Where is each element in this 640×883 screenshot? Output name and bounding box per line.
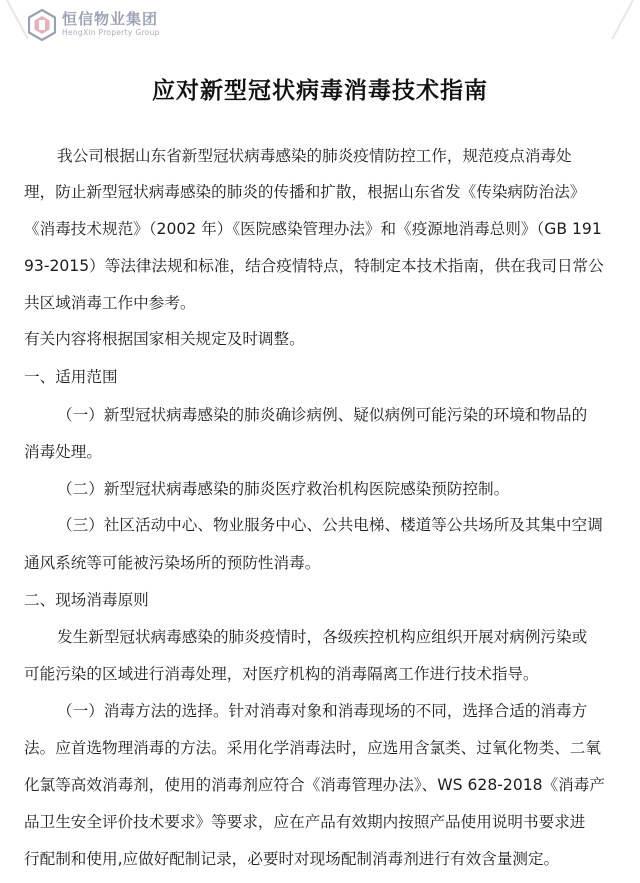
body-line: （三）社区活动中心、物业服务中心、公共电梯、楼道等公共场所及其集中空调 (57, 516, 603, 534)
body-line: 理，防止新型冠状病毒感染的肺炎的传播和扩散，根据山东省发《传染病防治法》 (24, 183, 586, 201)
body-line: 消毒处理。 (24, 443, 102, 461)
body-line: 有关内容将根据国家相关规定及时调整。 (24, 330, 305, 348)
body-line: 发生新型冠状病毒感染的肺炎疫情时，各级疾控机构应组织开展对病例污染或 (57, 628, 588, 646)
company-logo-icon (28, 9, 56, 41)
body-line: 可能污染的区域进行消毒处理，对医疗机构的消毒隔离工作进行技术指导。 (24, 665, 539, 683)
body-line: 通风系统等可能被污染场所的预防性消毒。 (24, 554, 321, 572)
body-line: （一）消毒方法的选择。针对消毒对象和消毒现场的不同，选择合适的消毒方 (57, 702, 588, 720)
section-heading: 二、现场消毒原则 (24, 591, 149, 609)
document-title: 应对新型冠状病毒消毒技术指南 (152, 78, 488, 104)
body-line: 我公司根据山东省新型冠状病毒感染的肺炎疫情防控工作，规范疫点消毒处 (57, 147, 572, 165)
body-line: （一）新型冠状病毒感染的肺炎确诊病例、疑似病例可能污染的环境和物品的 (57, 406, 588, 424)
section-heading: 一、适用范围 (24, 368, 118, 386)
body-line: 法。应首选物理消毒的方法。采用化学消毒法时，应选用含氯类、过氧化物类、二氧 (24, 739, 601, 757)
body-line: 《消毒技术规范》（2002 年）《医院感染管理办法》和《疫源地消毒总则》（GB 191 (24, 220, 602, 238)
page-header (0, 0, 640, 52)
body-line: 行配制和使用,应做好配制记录，必要时对现场配制消毒剂进行有效含量测定。 (24, 850, 560, 868)
body-line: （二）新型冠状病毒感染的肺炎医疗救治机构医院感染预防控制。 (57, 480, 510, 498)
corner-decoration-right (612, 0, 640, 44)
body-line: 化氯等高效消毒剂，使用的消毒剂应符合《消毒管理办法》、WS 628-2018《消毒产 (24, 776, 605, 794)
company-name-cn: 恒信物业集团 (62, 10, 159, 28)
body-line: 共区域消毒工作中参考。 (24, 294, 196, 312)
company-brand (62, 10, 160, 38)
company-name-en: HengXin Property Group (62, 28, 160, 37)
corner-decoration-left (0, 0, 28, 44)
body-line: 品卫生安全评价技术要求》等要求，应在产品有效期内按照产品使用说明书要求进 (24, 813, 586, 831)
body-line: 93-2015）等法律法规和标准，结合疫情特点，特制定本技术指南，供在我司日常公 (24, 257, 604, 275)
